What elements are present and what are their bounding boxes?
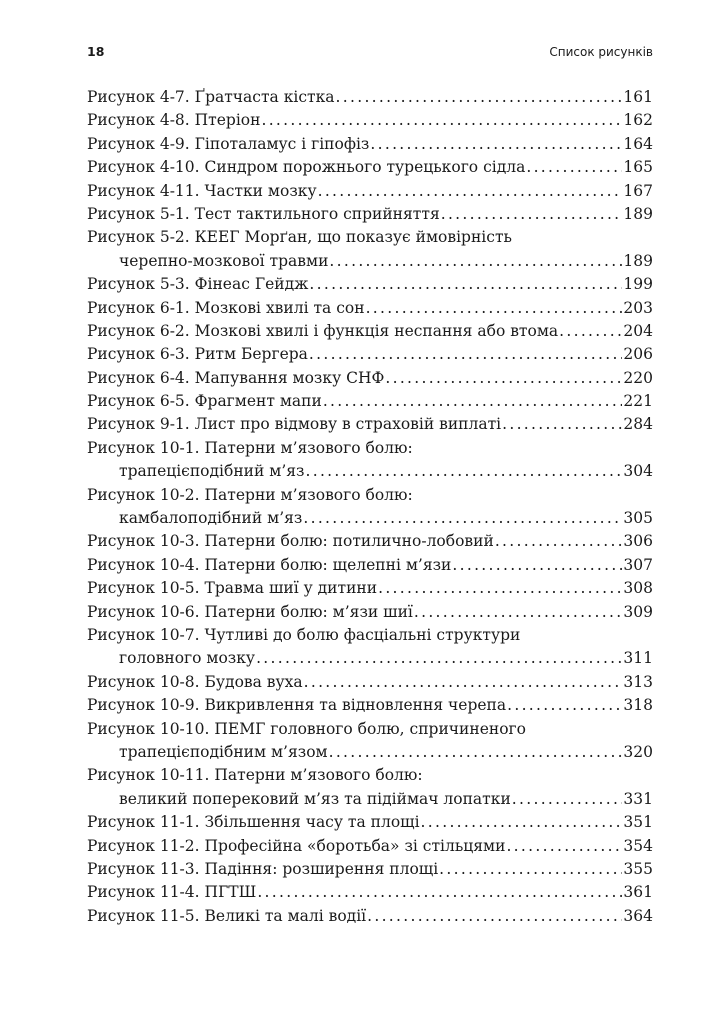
page-reference: 355 <box>623 859 653 878</box>
toc-entry <box>87 881 653 904</box>
toc-entry-continuation <box>87 460 653 483</box>
list-of-figures <box>87 86 653 928</box>
toc-entry-line <box>87 297 653 320</box>
figure-title: Рисунок 5-2. КЕЕГ Морґан, що показує ймовірність <box>87 228 512 247</box>
toc-entry <box>87 343 653 366</box>
toc-entry <box>87 133 653 156</box>
figure-title: Рисунок 4-7. Ґратчаста кістка <box>87 88 335 106</box>
toc-entry <box>87 320 653 343</box>
figure-title: Рисунок 11-1. Збільшення часу та площі <box>87 813 420 832</box>
toc-entry <box>87 437 653 484</box>
toc-entry <box>87 390 653 413</box>
toc-entry <box>87 413 653 436</box>
dot-leader <box>512 788 623 811</box>
toc-entry <box>87 811 653 834</box>
toc-entry-line <box>87 390 653 413</box>
toc-entry-continuation <box>87 647 653 670</box>
figure-title: Рисунок 11-4. ПГТШ <box>87 883 257 902</box>
toc-entry-line <box>87 156 653 179</box>
toc-entry-line <box>87 858 653 881</box>
toc-entry-continuation <box>87 788 653 811</box>
toc-entry-line <box>87 881 653 904</box>
page-reference: 220 <box>623 368 653 387</box>
figure-title: трапецієподібним м’язом <box>119 742 328 761</box>
dot-leader <box>256 647 622 670</box>
page-reference: 305 <box>623 509 653 528</box>
figure-title: Рисунок 4-11. Частки мозку <box>87 181 317 200</box>
figure-title: Рисунок 6-3. Ритм Бергера <box>87 345 308 364</box>
figure-title: Рисунок 10-11. Патерни м’язового болю: <box>87 766 423 785</box>
toc-entry <box>87 156 653 179</box>
figure-title: Рисунок 10-4. Патерни болю: щелепні м’язи <box>87 555 452 574</box>
toc-entry-line <box>87 905 653 928</box>
toc-entry-line <box>87 226 653 249</box>
figure-title: Рисунок 10-7. Чутливі до болю фасціальні структури <box>87 625 521 644</box>
toc-entry <box>87 694 653 717</box>
toc-entry <box>87 180 653 203</box>
figure-title: Рисунок 5-1. Тест тактильного сприйняття <box>87 204 440 223</box>
toc-entry-line <box>87 343 653 366</box>
page-reference: 307 <box>623 555 653 574</box>
toc-entry-line <box>87 694 653 717</box>
toc-entry <box>87 718 653 765</box>
dot-leader <box>366 297 623 320</box>
dot-leader <box>367 905 622 928</box>
page-reference: 189 <box>623 251 653 270</box>
dot-leader <box>439 858 622 881</box>
toc-entry <box>87 226 653 273</box>
page-reference: 167 <box>623 181 653 200</box>
dot-leader <box>559 320 622 343</box>
figure-title: Рисунок 11-3. Падіння: розширення площі <box>87 859 439 878</box>
dot-leader <box>318 180 623 203</box>
figure-title: Рисунок 4-8. Птеріон <box>87 111 261 130</box>
page-reference: 199 <box>623 275 653 294</box>
page-reference: 331 <box>623 789 653 808</box>
toc-entry <box>87 835 653 858</box>
toc-entry <box>87 530 653 553</box>
toc-entry-line <box>87 624 653 647</box>
toc-entry-line <box>87 835 653 858</box>
dot-leader <box>414 601 623 624</box>
page-header <box>87 44 653 64</box>
figure-title: Рисунок 10-5. Травма шиї у дитини <box>87 579 378 598</box>
figure-title: великий поперековий м’яз та підіймач лопатки <box>119 789 511 808</box>
toc-entry-line <box>87 554 653 577</box>
toc-entry-line <box>87 671 653 694</box>
toc-entry-continuation <box>87 741 653 764</box>
page-reference: 204 <box>623 321 653 340</box>
figure-title: Рисунок 10-6. Патерни болю: м’язи шиї <box>87 602 413 621</box>
toc-entry <box>87 203 653 226</box>
dot-leader <box>507 694 622 717</box>
dot-leader <box>303 507 622 530</box>
dot-leader <box>261 109 622 132</box>
toc-entry-line <box>87 320 653 343</box>
figure-title: Рисунок 6-5. Фрагмент мапи <box>87 392 322 411</box>
page-reference: 364 <box>623 906 653 925</box>
toc-entry-line <box>87 764 653 787</box>
dot-leader <box>329 250 622 273</box>
page-reference: 164 <box>623 134 653 153</box>
page-reference: 354 <box>623 836 653 855</box>
dot-leader <box>329 741 623 764</box>
dot-leader <box>526 156 622 179</box>
toc-entry <box>87 554 653 577</box>
toc-entry-line <box>87 718 653 741</box>
figure-title: Рисунок 10-3. Патерни болю: потилично-лобовий <box>87 532 494 551</box>
figure-title: Рисунок 9-1. Лист про відмову в страховій виплаті <box>87 415 502 434</box>
toc-entry <box>87 484 653 531</box>
figure-title: Рисунок 10-2. Патерни м’язового болю: <box>87 485 413 504</box>
page-reference: 313 <box>623 672 653 691</box>
figure-title: Рисунок 11-5. Великі та малі водії <box>87 906 367 925</box>
dot-leader <box>323 390 623 413</box>
dot-leader <box>502 413 622 436</box>
page-reference: 311 <box>623 649 653 668</box>
figure-title: камбалоподібний м’яз <box>119 509 303 528</box>
figure-title: головного мозку <box>119 649 256 668</box>
figure-title: Рисунок 10-1. Патерни м’язового болю: <box>87 438 413 457</box>
figure-title: Рисунок 6-4. Мапування мозку СНФ <box>87 368 385 387</box>
dot-leader <box>378 577 622 600</box>
page-number: 18 <box>87 44 105 59</box>
page-reference: 162 <box>623 111 653 130</box>
page-reference: 203 <box>623 298 653 317</box>
dot-leader <box>305 460 622 483</box>
page-reference: 206 <box>623 345 653 364</box>
page-reference: 361 <box>623 883 653 902</box>
toc-entry-line <box>87 811 653 834</box>
toc-entry-line <box>87 109 653 132</box>
figure-title: Рисунок 10-10. ПЕМГ головного болю, спричиненого <box>87 719 526 738</box>
toc-entry <box>87 671 653 694</box>
toc-entry <box>87 367 653 390</box>
toc-entry <box>87 858 653 881</box>
page-reference: 165 <box>623 158 653 177</box>
toc-entry <box>87 297 653 320</box>
figure-title: трапецієподібний м’яз <box>119 462 305 481</box>
page-reference: 309 <box>623 602 653 621</box>
page-reference: 306 <box>623 532 653 551</box>
toc-entry <box>87 764 653 811</box>
figure-title: Рисунок 10-8. Будова вуха <box>87 672 303 691</box>
dot-leader <box>257 881 622 904</box>
figure-title: Рисунок 4-10. Синдром порожнього турецького сідла <box>87 158 526 177</box>
toc-entry <box>87 86 653 109</box>
toc-entry-line <box>87 273 653 296</box>
toc-entry-line <box>87 203 653 226</box>
dot-leader <box>304 671 623 694</box>
toc-entry <box>87 109 653 132</box>
toc-entry <box>87 624 653 671</box>
dot-leader <box>336 86 623 109</box>
toc-entry-line <box>87 86 653 109</box>
figure-title: Рисунок 4-9. Гіпоталамус і гіпофіз <box>87 134 370 153</box>
page-reference: 161 <box>623 88 653 106</box>
page-reference: 221 <box>623 392 653 411</box>
page-reference: 189 <box>623 204 653 223</box>
toc-entry-line <box>87 484 653 507</box>
dot-leader <box>370 133 622 156</box>
page-reference: 320 <box>623 742 653 761</box>
toc-entry-line <box>87 577 653 600</box>
toc-entry <box>87 601 653 624</box>
toc-entry-line <box>87 133 653 156</box>
dot-leader <box>309 273 622 296</box>
toc-entry <box>87 905 653 928</box>
toc-entry-line <box>87 601 653 624</box>
toc-entry-line <box>87 530 653 553</box>
page-reference: 318 <box>623 696 653 715</box>
dot-leader <box>506 835 622 858</box>
dot-leader <box>421 811 623 834</box>
dot-leader <box>309 343 622 366</box>
dot-leader <box>495 530 623 553</box>
page-reference: 304 <box>623 462 653 481</box>
toc-entry-line <box>87 437 653 460</box>
dot-leader <box>441 203 623 226</box>
figure-title: Рисунок 6-2. Мозкові хвилі і функція неспання або втома <box>87 321 559 340</box>
toc-entry-continuation <box>87 507 653 530</box>
dot-leader <box>385 367 622 390</box>
figure-title: Рисунок 6-1. Мозкові хвилі та сон <box>87 298 365 317</box>
toc-entry-line <box>87 413 653 436</box>
figure-title: Рисунок 10-9. Викривлення та відновлення черепа <box>87 696 507 715</box>
toc-entry-line <box>87 367 653 390</box>
figure-title: черепно-мозкової травми <box>119 251 329 270</box>
toc-entry <box>87 273 653 296</box>
toc-entry-line <box>87 180 653 203</box>
page-reference: 308 <box>623 579 653 598</box>
toc-entry <box>87 577 653 600</box>
figure-title: Рисунок 11-2. Професійна «боротьба» зі стільцями <box>87 836 506 855</box>
running-title: Список рисунків <box>549 45 653 59</box>
figure-title: Рисунок 5-3. Фінеас Гейдж <box>87 275 309 294</box>
page-reference: 284 <box>623 415 653 434</box>
dot-leader <box>452 554 622 577</box>
page-reference: 351 <box>623 813 653 832</box>
toc-entry-continuation <box>87 250 653 273</box>
